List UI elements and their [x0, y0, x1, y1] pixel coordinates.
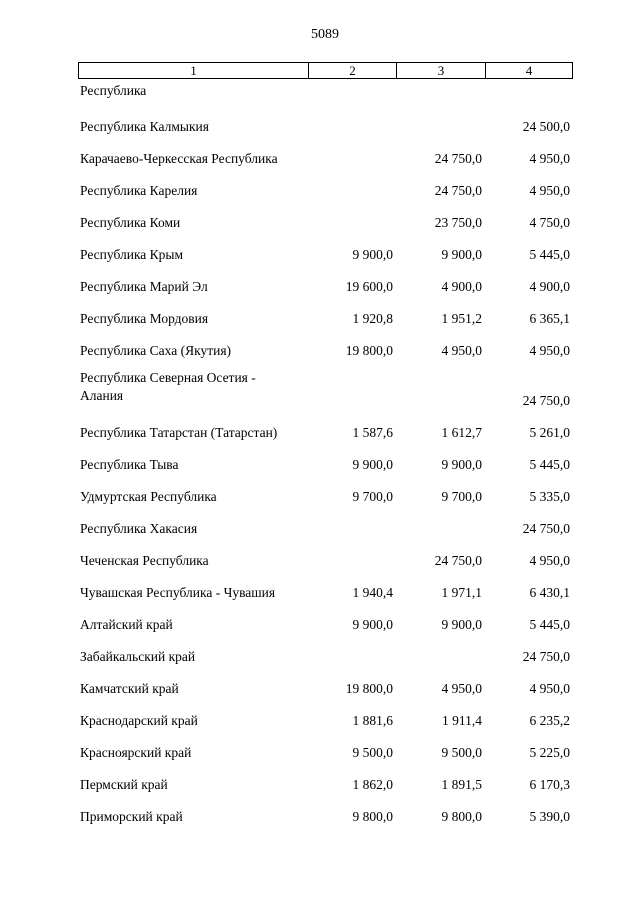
table-row — [80, 144, 570, 176]
value-column-3: 4 950,0 — [441, 343, 482, 358]
region-name: Краснодарский край — [80, 713, 198, 728]
value-column-3: 4 900,0 — [441, 279, 482, 294]
value-column-3: 24 750,0 — [434, 151, 482, 166]
value-column-4: 6 430,1 — [529, 585, 570, 600]
region-name: Республика Марий Эл — [80, 279, 208, 294]
value-column-4: 4 950,0 — [529, 553, 570, 568]
region-name: Пермский край — [80, 777, 168, 792]
value-column-3: 9 700,0 — [441, 489, 482, 504]
table-row — [80, 368, 570, 418]
table-row — [80, 706, 570, 738]
region-name: Карачаево-Черкесская Республика — [80, 151, 278, 166]
value-column-3: 4 950,0 — [441, 681, 482, 696]
value-column-3: 9 500,0 — [441, 745, 482, 760]
value-column-4: 4 950,0 — [529, 681, 570, 696]
region-name: Камчатский край — [80, 681, 179, 696]
table-row — [80, 578, 570, 610]
value-column-4: 6 170,3 — [529, 777, 570, 792]
column-header-3: 3 — [397, 63, 486, 79]
table-row — [80, 546, 570, 578]
region-name: Алтайский край — [80, 617, 173, 632]
value-column-4: 4 950,0 — [529, 183, 570, 198]
value-column-2: 1 862,0 — [352, 777, 393, 792]
value-column-3: 9 900,0 — [441, 247, 482, 262]
region-name: Красноярский край — [80, 745, 192, 760]
table-row — [80, 272, 570, 304]
region-name: Республика Карелия — [80, 183, 198, 198]
region-name: Чувашская Республика - Чувашия — [80, 585, 276, 600]
table-row — [80, 112, 570, 144]
region-name: Приморский край — [80, 809, 183, 824]
table-row — [80, 208, 570, 240]
column-header-4: 4 — [486, 63, 573, 79]
column-header-table — [78, 62, 573, 79]
value-column-4: 5 445,0 — [529, 247, 570, 262]
value-column-4: 24 750,0 — [522, 521, 570, 536]
page-number: 5089 — [311, 27, 339, 42]
value-column-4: 4 750,0 — [529, 215, 570, 230]
value-column-3: 9 800,0 — [441, 809, 482, 824]
table-row — [80, 514, 570, 546]
table-row — [80, 176, 570, 208]
table-row — [80, 482, 570, 514]
value-column-2: 19 800,0 — [345, 343, 393, 358]
value-column-3: 23 750,0 — [434, 215, 482, 230]
table-row — [80, 642, 570, 674]
table-row — [80, 450, 570, 482]
table-row — [80, 82, 570, 112]
value-column-4: 6 235,2 — [529, 713, 570, 728]
value-column-4: 4 950,0 — [529, 343, 570, 358]
region-name: Удмуртская Республика — [80, 489, 217, 504]
value-column-3: 1 891,5 — [441, 777, 482, 792]
table-row — [80, 674, 570, 706]
value-column-2: 19 600,0 — [345, 279, 393, 294]
column-header-row — [79, 63, 573, 79]
value-column-2: 1 920,8 — [352, 311, 393, 326]
value-column-3: 1 971,1 — [441, 585, 482, 600]
table-row — [80, 770, 570, 802]
value-column-4: 5 225,0 — [529, 745, 570, 760]
region-name: Республика Татарстан (Татарстан) — [80, 425, 278, 440]
value-column-4: 24 750,0 — [522, 649, 570, 664]
value-column-4: 5 335,0 — [529, 489, 570, 504]
value-column-4: 6 365,1 — [529, 311, 570, 326]
value-column-2: 1 940,4 — [352, 585, 393, 600]
value-column-2: 9 900,0 — [352, 457, 393, 472]
value-column-2: 19 800,0 — [345, 681, 393, 696]
value-column-2: 9 900,0 — [352, 617, 393, 632]
region-name: Республика Мордовия — [80, 311, 209, 326]
value-column-3: 1 612,7 — [441, 425, 482, 440]
value-column-4: 4 900,0 — [529, 279, 570, 294]
region-name: Чеченская Республика — [80, 553, 209, 568]
region-name: Забайкальский край — [80, 649, 196, 664]
value-column-3: 9 900,0 — [441, 617, 482, 632]
table-row — [80, 240, 570, 272]
region-name: Республика Калмыкия — [80, 119, 209, 134]
value-column-2: 1 881,6 — [352, 713, 393, 728]
region-name: Республика Хакасия — [80, 521, 198, 536]
region-name: Республика — [80, 83, 147, 98]
value-column-3: 24 750,0 — [434, 553, 482, 568]
value-column-3: 24 750,0 — [434, 183, 482, 198]
value-column-4: 5 261,0 — [529, 425, 570, 440]
value-column-3: 1 911,4 — [442, 713, 482, 728]
value-column-4: 24 750,0 — [522, 393, 570, 408]
region-name: Республика Тыва — [80, 457, 179, 472]
table-body — [80, 82, 570, 834]
value-column-2: 9 700,0 — [352, 489, 393, 504]
region-name: Республика Саха (Якутия) — [80, 343, 232, 358]
table-row — [80, 738, 570, 770]
value-column-4: 5 390,0 — [529, 809, 570, 824]
value-column-4: 5 445,0 — [529, 617, 570, 632]
region-name: Республика Северная Осетия - Алания — [80, 370, 256, 403]
region-name: Республика Крым — [80, 247, 184, 262]
value-column-4: 5 445,0 — [529, 457, 570, 472]
value-column-2: 9 800,0 — [352, 809, 393, 824]
table-row — [80, 336, 570, 368]
value-column-2: 9 900,0 — [352, 247, 393, 262]
table-row — [80, 610, 570, 642]
value-column-3: 9 900,0 — [441, 457, 482, 472]
table-row — [80, 802, 570, 834]
value-column-2: 1 587,6 — [352, 425, 393, 440]
value-column-4: 4 950,0 — [529, 151, 570, 166]
value-column-2: 9 500,0 — [352, 745, 393, 760]
value-column-4: 24 500,0 — [522, 119, 570, 134]
column-header-2: 2 — [309, 63, 397, 79]
region-name: Республика Коми — [80, 215, 181, 230]
column-header-1: 1 — [79, 63, 309, 79]
value-column-3: 1 951,2 — [441, 311, 482, 326]
table-row — [80, 304, 570, 336]
table-row — [80, 418, 570, 450]
